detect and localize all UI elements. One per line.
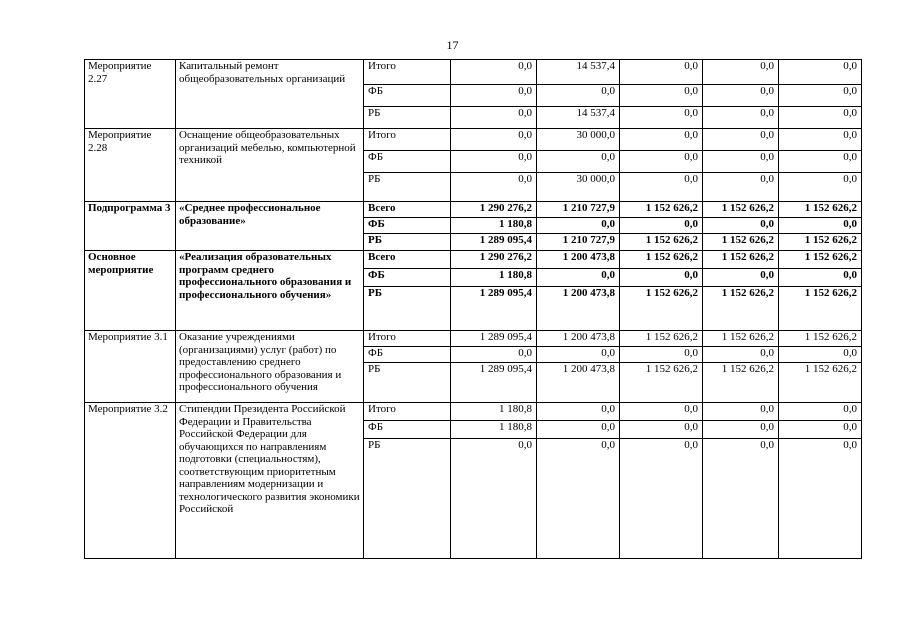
amount-cell: 0,0 <box>451 60 537 85</box>
funding-source: ФБ <box>364 347 451 363</box>
amount-cell: 1 152 626,2 <box>620 234 703 251</box>
table-row <box>85 251 862 269</box>
amount-cell: 0,0 <box>620 85 703 107</box>
activity-code: Мероприятие 2.28 <box>85 129 176 202</box>
amount-cell: 1 152 626,2 <box>703 202 779 218</box>
amount-cell: 0,0 <box>779 403 862 421</box>
amount-cell: 1 180,8 <box>451 269 537 287</box>
amount-cell: 0,0 <box>703 347 779 363</box>
activity-name: «Среднее профессиональное образование» <box>176 202 364 251</box>
amount-cell: 0,0 <box>703 439 779 559</box>
amount-cell: 1 152 626,2 <box>779 331 862 347</box>
activity-code: Мероприятие 3.1 <box>85 331 176 403</box>
amount-cell: 0,0 <box>537 85 620 107</box>
amount-cell: 0,0 <box>620 347 703 363</box>
amount-cell: 0,0 <box>537 269 620 287</box>
amount-cell: 1 152 626,2 <box>703 234 779 251</box>
amount-cell: 0,0 <box>703 129 779 151</box>
amount-cell: 1 200 473,8 <box>537 331 620 347</box>
table-row <box>85 129 862 151</box>
funding-source: РБ <box>364 439 451 559</box>
amount-cell: 0,0 <box>779 347 862 363</box>
activity-name: Стипендии Президента Российской Федерации и Правительства Российской Федерации для обучающихся по направлениям подготовки (специальностям), соответствующим приоритетным направлениям модернизации и технологического развития экономики Российской <box>176 403 364 559</box>
amount-cell: 0,0 <box>779 60 862 85</box>
amount-cell: 0,0 <box>779 218 862 234</box>
amount-cell: 0,0 <box>537 403 620 421</box>
amount-cell: 1 152 626,2 <box>620 202 703 218</box>
amount-cell: 0,0 <box>779 151 862 173</box>
amount-cell: 0,0 <box>451 107 537 129</box>
amount-cell: 1 200 473,8 <box>537 251 620 269</box>
amount-cell: 1 152 626,2 <box>779 363 862 403</box>
amount-cell: 0,0 <box>451 129 537 151</box>
amount-cell: 0,0 <box>779 421 862 439</box>
funding-source: РБ <box>364 173 451 202</box>
amount-cell: 1 289 095,4 <box>451 331 537 347</box>
amount-cell: 1 152 626,2 <box>779 234 862 251</box>
amount-cell: 1 152 626,2 <box>620 287 703 331</box>
activity-name: Оказание учреждениями (организациями) услуг (работ) по предоставлению среднего профессионального образования и профессионального обучения <box>176 331 364 403</box>
funding-source: ФБ <box>364 421 451 439</box>
amount-cell: 0,0 <box>537 218 620 234</box>
table-row <box>85 331 862 347</box>
amount-cell: 14 537,4 <box>537 107 620 129</box>
amount-cell: 0,0 <box>537 347 620 363</box>
amount-cell: 0,0 <box>620 60 703 85</box>
amount-cell: 1 290 276,2 <box>451 202 537 218</box>
amount-cell: 0,0 <box>779 107 862 129</box>
funding-source: Итого <box>364 129 451 151</box>
funding-source: ФБ <box>364 269 451 287</box>
amount-cell: 0,0 <box>703 421 779 439</box>
amount-cell: 0,0 <box>620 107 703 129</box>
amount-cell: 0,0 <box>703 85 779 107</box>
amount-cell: 1 200 473,8 <box>537 287 620 331</box>
amount-cell: 1 152 626,2 <box>703 251 779 269</box>
amount-cell: 0,0 <box>537 421 620 439</box>
amount-cell: 0,0 <box>779 129 862 151</box>
amount-cell: 0,0 <box>620 218 703 234</box>
table-row <box>85 60 862 85</box>
funding-source: ФБ <box>364 85 451 107</box>
amount-cell: 0,0 <box>537 439 620 559</box>
amount-cell: 0,0 <box>703 403 779 421</box>
amount-cell: 1 180,8 <box>451 218 537 234</box>
amount-cell: 1 152 626,2 <box>703 287 779 331</box>
amount-cell: 0,0 <box>451 151 537 173</box>
amount-cell: 0,0 <box>620 269 703 287</box>
amount-cell: 0,0 <box>451 347 537 363</box>
funding-source: ФБ <box>364 218 451 234</box>
amount-cell: 0,0 <box>779 269 862 287</box>
amount-cell: 1 210 727,9 <box>537 202 620 218</box>
amount-cell: 0,0 <box>703 173 779 202</box>
amount-cell: 1 152 626,2 <box>620 363 703 403</box>
activity-code: Подпрограмма 3 <box>85 202 176 251</box>
amount-cell: 1 152 626,2 <box>620 251 703 269</box>
amount-cell: 0,0 <box>620 439 703 559</box>
amount-cell: 0,0 <box>620 403 703 421</box>
amount-cell: 0,0 <box>451 85 537 107</box>
activity-code: Мероприятие 3.2 <box>85 403 176 559</box>
page-number: 17 <box>446 38 459 52</box>
amount-cell: 0,0 <box>779 439 862 559</box>
amount-cell: 0,0 <box>620 421 703 439</box>
amount-cell: 1 152 626,2 <box>703 363 779 403</box>
amount-cell: 0,0 <box>620 129 703 151</box>
amount-cell: 1 200 473,8 <box>537 363 620 403</box>
amount-cell: 0,0 <box>703 218 779 234</box>
amount-cell: 0,0 <box>451 439 537 559</box>
amount-cell: 0,0 <box>779 85 862 107</box>
amount-cell: 1 152 626,2 <box>779 202 862 218</box>
amount-cell: 0,0 <box>620 173 703 202</box>
amount-cell: 0,0 <box>451 173 537 202</box>
amount-cell: 1 289 095,4 <box>451 287 537 331</box>
activity-name: Оснащение общеобразовательных организаций мебелью, компьютерной техникой <box>176 129 364 202</box>
budget-table <box>84 59 862 559</box>
amount-cell: 0,0 <box>703 107 779 129</box>
funding-source: Всего <box>364 251 451 269</box>
amount-cell: 1 152 626,2 <box>620 331 703 347</box>
funding-source: РБ <box>364 107 451 129</box>
table-row <box>85 403 862 421</box>
amount-cell: 0,0 <box>703 269 779 287</box>
amount-cell: 1 152 626,2 <box>779 251 862 269</box>
amount-cell: 0,0 <box>779 173 862 202</box>
funding-source: Итого <box>364 403 451 421</box>
amount-cell: 30 000,0 <box>537 129 620 151</box>
amount-cell: 0,0 <box>703 60 779 85</box>
amount-cell: 0,0 <box>620 151 703 173</box>
amount-cell: 1 152 626,2 <box>779 287 862 331</box>
funding-source: РБ <box>364 234 451 251</box>
activity-name: «Реализация образовательных программ среднего профессионального образования и профессионального обучения» <box>176 251 364 331</box>
amount-cell: 1 180,8 <box>451 403 537 421</box>
amount-cell: 0,0 <box>537 151 620 173</box>
amount-cell: 30 000,0 <box>537 173 620 202</box>
funding-source: РБ <box>364 363 451 403</box>
amount-cell: 14 537,4 <box>537 60 620 85</box>
activity-code: Мероприятие 2.27 <box>85 60 176 129</box>
funding-source: Всего <box>364 202 451 218</box>
funding-source: Итого <box>364 60 451 85</box>
amount-cell: 1 180,8 <box>451 421 537 439</box>
table-row <box>85 202 862 218</box>
funding-source: ФБ <box>364 151 451 173</box>
activity-name: Капитальный ремонт общеобразовательных организаций <box>176 60 364 129</box>
amount-cell: 1 289 095,4 <box>451 363 537 403</box>
amount-cell: 1 152 626,2 <box>703 331 779 347</box>
funding-source: РБ <box>364 287 451 331</box>
activity-code: Основное мероприятие <box>85 251 176 331</box>
amount-cell: 1 290 276,2 <box>451 251 537 269</box>
amount-cell: 1 289 095,4 <box>451 234 537 251</box>
amount-cell: 1 210 727,9 <box>537 234 620 251</box>
amount-cell: 0,0 <box>703 151 779 173</box>
funding-source: Итого <box>364 331 451 347</box>
